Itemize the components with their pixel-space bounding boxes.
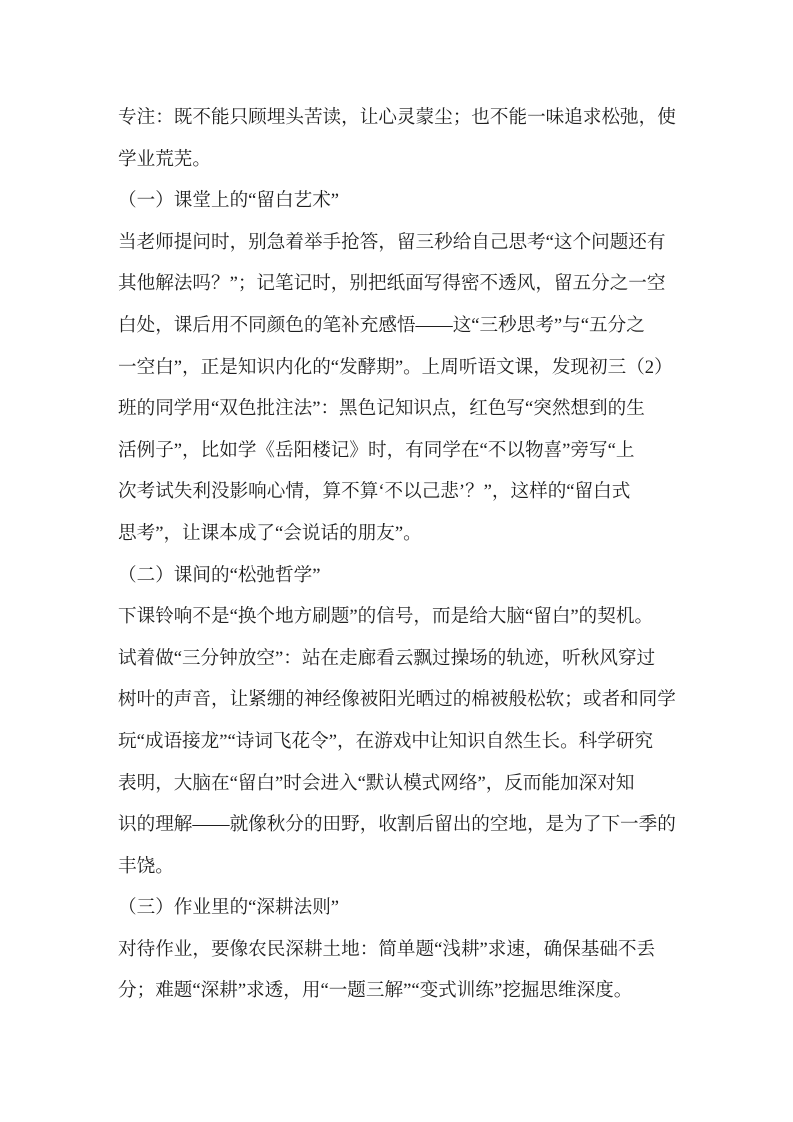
paragraph-line: 班的同学用“双色批注法”：黑色记知识点，红色写“突然想到的生 <box>118 398 645 420</box>
paragraph-line: 分；难题“深耕”求透，用“一题三解”“变式训练”挖掘思维深度。 <box>118 980 633 1002</box>
paragraph-line: 白处，课后用不同颜色的笔补充感悟——这“三秒思考”与“五分之 <box>118 314 645 336</box>
section-heading-2: （二）课间的“松弛哲学” <box>118 564 321 586</box>
paragraph-line: 一空白”，正是知识内化的“发酵期”。上周听语文课，发现初三（2） <box>118 356 673 378</box>
paragraph-line: 其他解法吗？”；记笔记时，别把纸面写得密不透风，留五分之一空 <box>118 273 666 295</box>
paragraph-line: 试着做“三分钟放空”：站在走廊看云飘过操场的轨迹，听秋风穿过 <box>118 647 656 669</box>
paragraph-line: 次考试失利没影响心情，算不算‘不以己悲’？”，这样的“留白式 <box>118 481 631 503</box>
section-heading-3: （三）作业里的“深耕法则” <box>118 897 340 919</box>
paragraph-line: 下课铃响不是“换个地方刷题”的信号，而是给大脑“留白”的契机。 <box>118 606 654 628</box>
paragraph-line: 学业荒芜。 <box>118 148 211 170</box>
paragraph-line: 当老师提问时，别急着举手抢答，留三秒给自己思考“这个问题还有 <box>118 231 666 253</box>
paragraph-line: 丰饶。 <box>118 855 174 877</box>
paragraph-line: 树叶的声音，让紧绷的神经像被阳光晒过的棉被般松软；或者和同学 <box>118 689 676 711</box>
paragraph-line: 对待作业，要像农民深耕土地：简单题“浅耕”求速，确保基础不丢 <box>118 938 656 960</box>
paragraph-line: 活例子”，比如学《岳阳楼记》时，有同学在“不以物喜”旁写“上 <box>118 439 635 461</box>
section-heading-1: （一）课堂上的“留白艺术” <box>118 190 340 212</box>
paragraph-line: 识的理解——就像秋分的田野，收割后留出的空地，是为了下一季的 <box>118 814 676 836</box>
paragraph-line: 思考”，让课本成了“会说话的朋友”。 <box>118 522 422 544</box>
paragraph-line: 玩“成语接龙”“诗词飞花令”，在游戏中让知识自然生长。科学研究 <box>118 730 654 752</box>
paragraph-line: 专注：既不能只顾埋头苦读，让心灵蒙尘；也不能一味追求松弛，使 <box>118 107 676 128</box>
paragraph-line: 表明，大脑在“留白”时会进入“默认模式网络”，反而能加深对知 <box>118 772 635 794</box>
document-text-block <box>118 97 676 1012</box>
